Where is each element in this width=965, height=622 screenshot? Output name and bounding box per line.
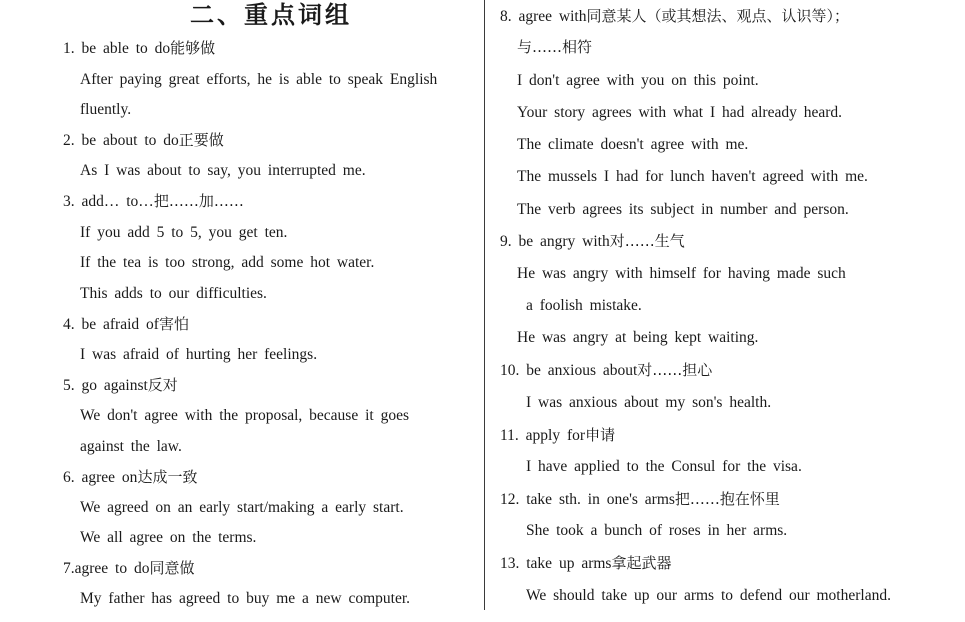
example-line: If you add 5 to 5, you get ten. <box>80 224 288 241</box>
example-line: After paying great efforts, he is able to speak English <box>80 71 438 88</box>
phrase-8-heading-cont <box>517 37 592 58</box>
example-line: As I was about to say, you interrupted me. <box>80 162 366 179</box>
example-line: I have applied to the Consul for the visa. <box>526 458 802 475</box>
example-line: He was angry with himself for having made such <box>517 265 846 282</box>
phrase-en: 10. be anxious about <box>500 362 638 379</box>
phrase-zh: 同意某人（或其想法、观点、认识等）； <box>586 7 849 25</box>
example-line: We all agree on the terms. <box>80 529 257 546</box>
phrase-8-heading <box>500 6 849 27</box>
example-line: a foolish mistake. <box>526 297 642 314</box>
phrase-5-heading <box>63 375 178 396</box>
example-line: This adds to our difficulties. <box>80 285 267 302</box>
phrase-zh: 害怕 <box>158 315 189 333</box>
example-line: He was angry at being kept waiting. <box>517 329 759 346</box>
phrase-zh: 反对 <box>147 376 178 394</box>
phrase-12-heading <box>500 489 780 510</box>
example-line: My father has agreed to buy me a new computer. <box>80 590 411 607</box>
phrase-9-heading <box>500 231 685 252</box>
phrase-en: 9. be angry with <box>500 233 610 250</box>
example-line: We agreed on an early start/making a early start. <box>80 499 404 516</box>
phrase-zh: 同意做 <box>149 559 195 577</box>
phrase-10-heading <box>500 360 712 381</box>
phrase-zh: 达成一致 <box>137 468 198 486</box>
phrase-en: 7.agree to do <box>63 560 150 577</box>
phrase-2-heading <box>63 130 224 151</box>
example-line: She took a bunch of roses in her arms. <box>526 522 788 539</box>
phrase-en: 3. add… to… <box>63 193 154 210</box>
phrase-zh: 拿起武器 <box>611 554 672 572</box>
example-line: We should take up our arms to defend our motherland. <box>526 587 891 604</box>
phrase-zh: 申请 <box>585 426 616 444</box>
example-line: Your story agrees with what I had already heard. <box>517 104 843 121</box>
phrase-en: 12. take sth. in one's arms <box>500 491 675 508</box>
phrase-en: 4. be afraid of <box>63 316 159 333</box>
phrase-zh: 把……加…… <box>153 192 244 210</box>
phrase-6-heading <box>63 467 197 488</box>
example-line: fluently. <box>80 101 132 118</box>
phrase-zh: 与……相符 <box>517 38 593 56</box>
example-line: The climate doesn't agree with me. <box>517 136 749 153</box>
section-title: 二、重点词组 <box>190 1 352 29</box>
phrase-zh: 正要做 <box>178 131 224 149</box>
phrase-zh: 对……生气 <box>609 232 685 250</box>
phrase-en: 1. be able to do <box>63 40 171 57</box>
example-line: I don't agree with you on this point. <box>517 72 759 89</box>
phrase-3-heading <box>63 191 244 212</box>
example-line: I was afraid of hurting her feelings. <box>80 346 318 363</box>
phrase-11-heading <box>500 425 615 446</box>
example-line: We don't agree with the proposal, because it goes <box>80 407 409 424</box>
example-line: The mussels I had for lunch haven't agreed with me. <box>517 168 868 185</box>
phrase-en: 2. be about to do <box>63 132 179 149</box>
phrase-en: 6. agree on <box>63 469 138 486</box>
phrase-en: 13. take up arms <box>500 555 612 572</box>
phrase-13-heading <box>500 553 671 574</box>
phrase-zh: 把……抱在怀里 <box>674 490 780 508</box>
phrase-en: 8. agree with <box>500 8 587 25</box>
example-line: against the law. <box>80 438 182 455</box>
example-line: I was anxious about my son's health. <box>526 394 772 411</box>
example-line: The verb agrees its subject in number and person. <box>517 201 849 218</box>
example-line: If the tea is too strong, add some hot water. <box>80 254 375 271</box>
phrase-4-heading <box>63 314 189 335</box>
phrase-1-heading <box>63 38 215 59</box>
phrase-zh: 对……担心 <box>637 361 713 379</box>
column-divider <box>484 0 485 610</box>
phrase-7-heading <box>63 558 195 579</box>
phrase-en: 11. apply for <box>500 427 586 444</box>
phrase-zh: 能够做 <box>170 39 216 57</box>
phrase-en: 5. go against <box>63 377 148 394</box>
